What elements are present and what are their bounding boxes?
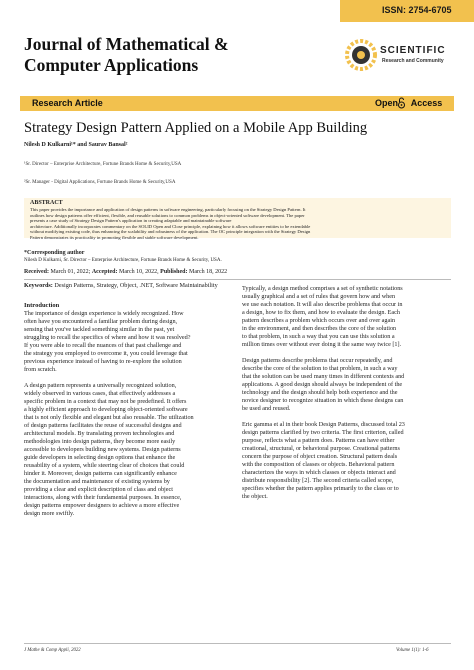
logo-name: SCIENTIFIC [380,45,446,56]
body-text-line: guide developers in selecting design options that enhance the [24,454,176,461]
journal-title-line2: Computer Applications [24,55,199,75]
left-column [24,310,222,518]
body-text-line: in the environment, and then describes the core of the solution [242,325,397,332]
journal-title [24,34,284,76]
body-text-line: that the solution can be used many times in different contexts and [242,373,405,380]
body-text-line: architectural models. By translating proven technologies and [24,430,175,437]
body-text-line: Design patterns describe problems that occur repeatedly, and [242,357,393,364]
body-text-line: distribute responsibility [2]. The second criteria called scope, [242,477,394,484]
body-text-line: interactions, along with their fundamental purposes. In essence, [24,494,182,501]
body-text-line: with the composition of classes or objects. Behavioral pattern [242,461,395,468]
access-word: Access [410,98,443,108]
keywords-label: Keywords: [24,282,53,289]
body-text-line: Typically, a design method comprises a set of synthetic notations [242,285,403,292]
body-text-line: previous experience instead of having to re-explore the solution [24,358,182,365]
published-label: Published: [160,269,188,275]
abstract-line: Pattern demonstrates its practicality in promoting flexible and stable software development. [30,234,199,240]
article-title: Strategy Design Pattern Applied on a Mobile App Building [24,120,368,136]
open-word: Open [375,98,399,108]
body-text-line: specifies whether the pattern applies primarily to the class or to [242,485,399,492]
body-text-line: the documentation and maintenance of existing systems by [24,478,170,485]
footer-divider [24,643,451,644]
keywords-text: Design Patterns, Strategy, Object, .NET, Software Maintainability [54,282,218,289]
introduction-heading: Introduction [24,302,60,309]
abstract-line: without modifying existing code, thus enhancing the scalability and robustness of the application. The OC principle integration with the Strategy Design [30,229,311,234]
body-text-line: accessible to developers building new systems. Design patterns [24,446,181,453]
body-text-line: A design pattern represents a universally recognized solution, [24,382,177,389]
body-text-line: from scratch. [24,366,57,373]
open-access-lock-icon [398,97,405,109]
body-text-line: design more swiftly. [24,510,75,517]
body-text-line: hinder it. Moreover, design patterns can significantly enhance [24,470,177,477]
logo-tagline: Research and Community [382,58,444,64]
open-access-label [375,98,442,108]
body-text-line: struggling to recall the specifics of where and how it was resolved? [24,334,191,341]
paragraph-gap [242,413,440,421]
body-text-line: design patterns clarified by two criteria. The first criterion, called [242,429,404,436]
accepted-date: March 10, 2022, [118,269,159,275]
body-text-line: novice designer to recognize situation in which these designs can [242,397,404,404]
paragraph-gap [242,349,440,357]
body-text-line: creational, structural, or behavioral purpose. Creational patterns [242,445,400,452]
body-text-line: The importance of design experience is widely recognized. How [24,310,184,317]
journal-title-line1: Journal of Mathematical & [24,34,229,54]
issn: ISSN: 2754-6705 [382,5,452,15]
body-text-line: to that problem, in such a way that you can use this solution a [242,333,395,340]
received-date: March 01, 2022; [50,269,91,275]
body-text-line: that is not only flexible and elegant but also reusable. The utilization [24,414,194,421]
divider [24,279,451,280]
paragraph-gap [24,374,222,382]
body-text-line: describe the core of the solution to that problem, in such a way [242,365,398,372]
footer-volume: Volume 1(1): 1-6 [396,648,429,653]
right-column [242,285,440,501]
body-text-line: a highly efficient approach to developing object-oriented software [24,406,188,413]
affiliation-2: ²Sr. Manager - Digital Applications, Fortune Brands Home & Security,USA [24,180,176,185]
body-text-line: be used and reused. [242,405,291,412]
body-text-line: sensing that you've tackled something similar in the past, yet [24,326,175,333]
authors: Nilesh D Kulkarni¹* and Saurav Bansal² [24,142,128,148]
body-text-line: the strategy you employed to overcome it, you could leverage that [24,350,188,357]
abstract-line: presents a case study of Strategy Design Pattern's application in creating adaptable and maintainable software [30,218,232,223]
abstract-line: architecture. Additionally incorporates commentary on the SOLID Open and Close principle, explaining how it allows software entities to be extendable [30,223,311,229]
body-text-line: concern the purpose of object creation. Structural pattern deals [242,453,398,460]
body-text-line: reusability of a system, while steering clear of choices that could [24,462,185,469]
corresponding-author-heading: *Corresponding author [24,250,85,256]
abstract-heading: ABSTRACT [30,200,63,206]
body-text-line: applications. A good design should always be independent of the [242,381,403,388]
body-text-line: methodologies into design patterns, they become more easily [24,438,176,445]
gear-logo-icon [344,38,378,72]
published-date: March 18, 2022 [189,269,228,275]
received-label: Received: [24,269,49,275]
abstract-line: outlines how design patterns offer efficient, flexible, and reusable solutions to common problems in object-oriented software development. The paper [30,212,305,218]
body-text-line: providing a clear and explicit description of class and object [24,486,173,493]
affiliation-1: ¹Sr. Director – Enterprise Architecture, Fortune Brands Home & Security,USA [24,162,182,167]
body-text-line: the object. [242,493,268,500]
body-text-line: usually graphical and a set of rules that govern how and when [242,293,396,300]
body-text-line: characterizes the ways in which classes or objects interact and [242,469,396,476]
body-text-line: widely observed in various cases, that effectively addresses a [24,390,176,397]
body-text-line: specific problem in a context that may not be predefined. It offers [24,398,187,405]
corresponding-author-text: Nilesh D Kulkarni, Sr. Director – Enterprise Architecture, Fortune Brands Home & Security, USA. [24,258,222,263]
accepted-label: Accepted: [91,269,118,275]
body-text-line: often have you encountered a familiar problem during design, [24,318,178,325]
abstract-line: This paper provides the importance and application of design patterns in software engineering, particularly focusing on the Strategy Design Pattern. It [30,207,306,212]
body-text-line: Eric gamma et al in their book Design Patterns, discussed total 23 [242,421,405,428]
article-dates [24,269,227,275]
body-text-line: If you were able to recall the nuances of that past challenge and [24,342,182,349]
body-text-line: million times over without ever doing it the same way twice [1]. [242,341,402,348]
body-text-line: a design, how to fix them, and how to evaluate the design. Each [242,309,400,316]
body-text-line: technology and the design should help both experience and the [242,389,398,396]
body-text-line: design patterns empower designers to achieve a more effective [24,502,180,509]
body-text-line: purpose, reflects what a pattern does. Patterns can have either [242,437,395,444]
keywords [24,282,224,290]
article-type: Research Article [32,98,103,108]
body-text-line: of design patterns facilitates the reuse of successful designs and [24,422,182,429]
body-text-line: we use each notation. It will also describe problems that occur in [242,301,403,308]
footer-journal: J Mathe & Comp Appli, 2022 [24,648,81,653]
body-text-line: pattern describes a problem which occurs over and over again [242,317,396,324]
